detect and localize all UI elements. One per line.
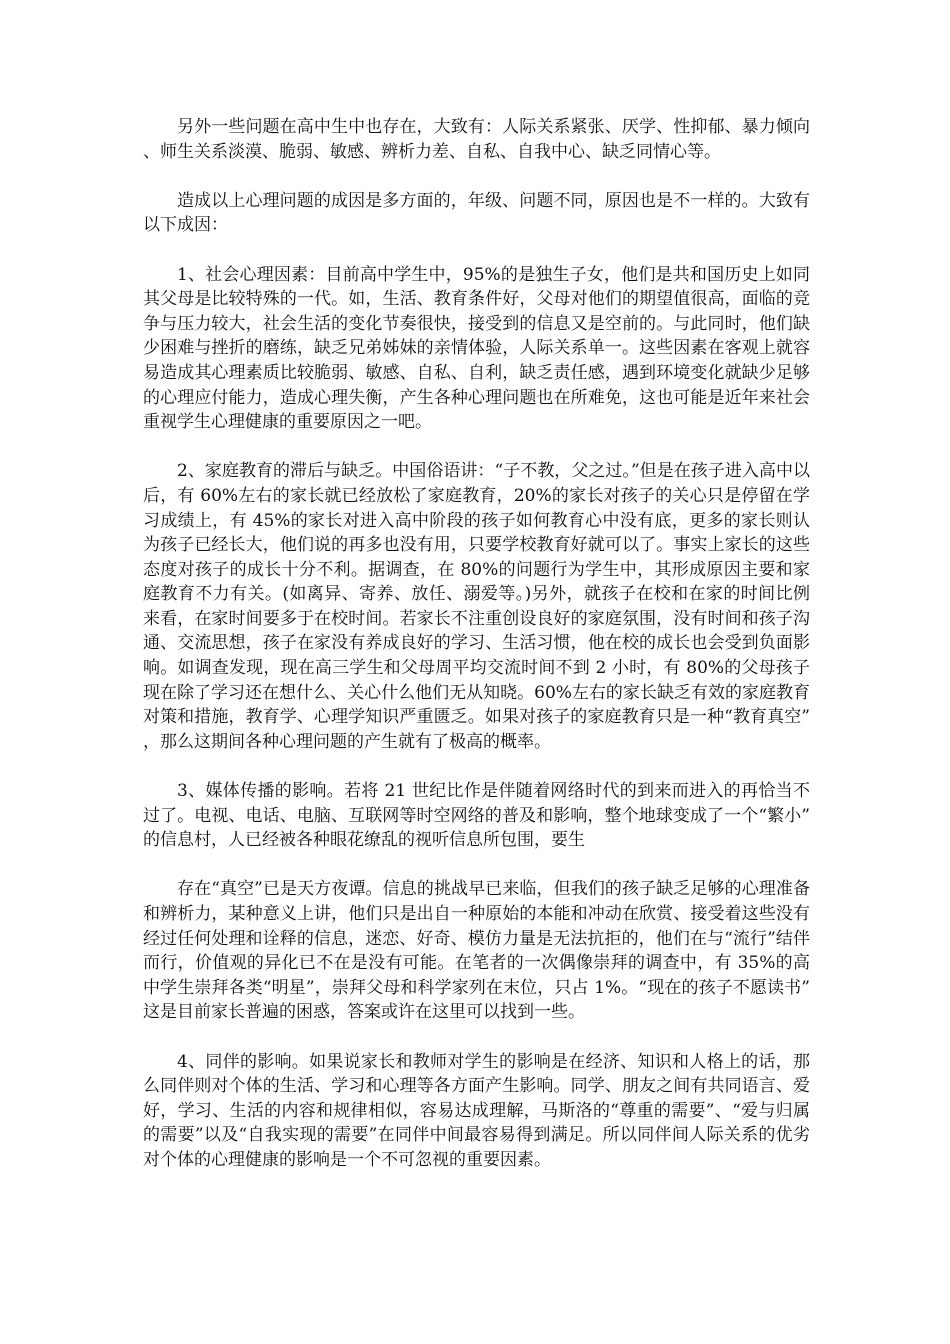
paragraph-causes-intro: 造成以上心理问题的成因是多方面的，年级、问题不同，原因也是不一样的。大致有以下成因： [143,190,810,236]
paragraph-vacuum-continuation: 存在“真空”已是天方夜谭。信息的挑战早已来临，但我们的孩子缺乏足够的心理准备和辨析力，某种意义上讲，他们只是出自一种原始的本能和冲动在欣赏、接受着这些没有经过任何处理和诠释的信息，迷恋、好奇、模仿力量是无法抗拒的，他们在与“流行”结伴而行，价值观的异化已不在是没有可能。在笔者的一次偶像崇拜的调查中，有 35%的高中学生崇拜各类“明星”，崇拜父母和科学家列在末位，只占 1%。“现在的孩子不愿读书”这是目前家长普遍的困惑，答案或许在这里可以找到一些。 [143,879,810,1023]
paragraph-peer-influence: 4、同伴的影响。如果说家长和教师对学生的影响是在经济、知识和人格上的话，那么同伴则对个体的生活、学习和心理等各方面产生影响。同学、朋友之间有共同语言、爱好，学习、生活的内容和规律相似，容易达成理解，马斯洛的“尊重的需要”、“爱与归属的需要”以及“自我实现的需要”在同伴中间最容易得到满足。所以同伴间人际关系的优劣对个体的心理健康的影响是一个不可忽视的重要因素。 [143,1051,810,1170]
paragraph-other-problems: 另外一些问题在高中生中也存在，大致有：人际关系紧张、厌学、性抑郁、暴力倾向、师生关系淡漠、脆弱、敏感、辨析力差、自私、自我中心、缺乏同情心等。 [143,117,810,162]
paragraph-family-education: 2、家庭教育的滞后与缺乏。中国俗语讲：“子不教，父之过。”但是在孩子进入高中以后，有 60%左右的家长就已经放松了家庭教育，20%的家长对孩子的关心只是停留在学习成绩上，有 45%的家长对进入高中阶段的孩子如何教育心中没有底，更多的家长则认为孩子已经长大，他们说的再多也没有用，只要学校教育好就可以了。事实上家长的这些态度对孩子的成长十分不利。据调查，在 80%的问题行为学生中，其形成原因主要和家庭教育不力有关。(如离异、寄养、放任、溺爱等。)另外，就孩子在校和在家的时间比例来看，在家时间要多于在校时间。若家长不注重创设良好的家庭氛围，没有时间和孩子沟通、交流思想，孩子在家没有养成良好的学习、生活习惯，他在校的成长也会受到负面影响。如调查发现，现在高三学生和父母周平均交流时间不到 2 小时，有 80%的父母孩子现在除了学习还在想什么、关心什么他们无从知晓。60%左右的家长缺乏有效的家庭教育对策和措施，教育学、心理学知识严重匮乏。如果对孩子的家庭教育只是一种“教育真空”，那么这期间各种心理问题的产生就有了极高的概率。 [143,461,810,752]
paragraph-media-influence: 3、媒体传播的影响。若将 21 世纪比作是伴随着网络时代的到来而进入的再恰当不过了。电视、电话、电脑、互联网等时空网络的普及和影响，整个地球变成了一个“繁小”的信息村，人已经被各种眼花缭乱的视听信息所包围，要生 [143,781,810,851]
document-body [143,115,810,1173]
paragraph-social-factors: 1、社会心理因素：目前高中学生中，95%的是独生子女，他们是共和国历史上如同其父母是比较特殊的一代。如，生活、教育条件好，父母对他们的期望值很高，面临的竞争与压力较大，社会生活的变化节奏很快，接受到的信息又是空前的。与此同时，他们缺少困难与挫折的磨练，缺乏兄弟姊妹的亲情体验，人际关系单一。这些因素在客观上就容易造成其心理素质比较脆弱、敏感、自私、自利，缺乏责任感，遇到环境变化就缺少足够的心理应付能力，造成心理失衡，产生各种心理问题也在所难免，这也可能是近年来社会重视学生心理健康的重要原因之一吧。 [143,264,810,433]
